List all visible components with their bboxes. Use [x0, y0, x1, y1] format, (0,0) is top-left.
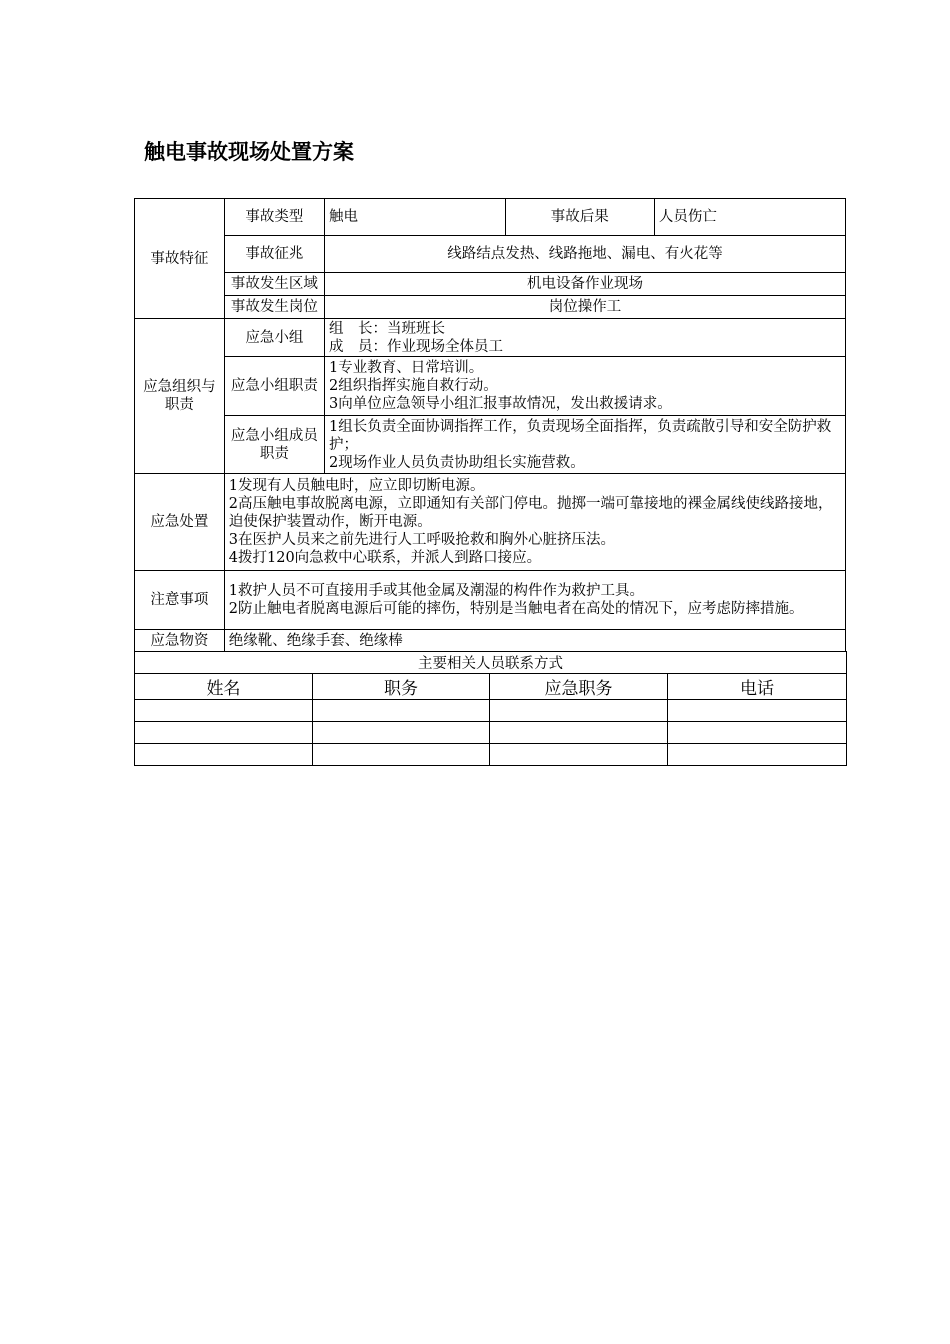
organization-label: 应急组织与职责: [135, 319, 225, 474]
table-row: [135, 700, 847, 722]
features-label: 事故特征: [135, 199, 225, 319]
empty-cell: [313, 700, 490, 722]
response-line: 3在医护人员来之前先进行人工呼吸抢救和胸外心脏挤压法。: [228, 532, 616, 548]
notes-line: 1救护人员不可直接用手或其他金属及潮湿的构件作为救护工具。: [228, 583, 645, 599]
group-members: 成 员：作业现场全体员工: [329, 338, 503, 355]
sign-value: 线路结点发热、线路拖地、漏电、有火花等: [325, 236, 846, 273]
response-value: [224, 474, 845, 571]
area-value: 机电设备作业现场: [325, 273, 846, 296]
duty-label: 应急小组职责: [224, 357, 324, 416]
empty-cell: [490, 744, 668, 766]
group-value: [325, 319, 846, 357]
consequence-label: 事故后果: [505, 199, 654, 236]
sign-label: 事故征兆: [224, 236, 324, 273]
empty-cell: [668, 722, 847, 744]
materials-label: 应急物资: [135, 630, 225, 652]
type-value: 触电: [325, 199, 506, 236]
disposal-plan-table: [134, 198, 846, 652]
area-label: 事故发生区域: [224, 273, 324, 296]
notes-label: 注意事项: [135, 571, 225, 630]
group-label: 应急小组: [224, 319, 324, 357]
empty-cell: [490, 700, 668, 722]
contacts-title: 主要相关人员联系方式: [135, 652, 847, 674]
type-label: 事故类型: [224, 199, 324, 236]
duty-line: 3向单位应急领导小组汇报事故情况，发出救援请求。: [329, 396, 672, 412]
response-label: 应急处置: [135, 474, 225, 571]
empty-cell: [135, 744, 313, 766]
table-row: [135, 722, 847, 744]
header-phone: 电话: [668, 674, 847, 700]
header-position: 职务: [313, 674, 490, 700]
member-duty-line: 1组长负责全面协调指挥工作，负责现场全面指挥，负责疏散引导和安全防护救护；: [329, 418, 832, 453]
materials-value: 绝缘靴、绝缘手套、绝缘棒: [224, 630, 845, 652]
header-name: 姓名: [135, 674, 313, 700]
duty-line: 2组织指挥实施自救行动。: [329, 378, 498, 394]
header-emergency-role: 应急职务: [490, 674, 668, 700]
consequence-value: 人员伤亡: [654, 199, 845, 236]
response-line: 1发现有人员触电时，应立即切断电源。: [228, 478, 485, 494]
table-row: [135, 744, 847, 766]
document-title: 触电事故现场处置方案: [144, 140, 354, 164]
notes-value: [224, 571, 845, 630]
post-label: 事故发生岗位: [224, 296, 324, 319]
empty-cell: [135, 700, 313, 722]
response-line: 4拨打120向急救中心联系，并派人到路口接应。: [228, 550, 542, 566]
notes-line: 2防止触电者脱离电源后可能的摔伤，特别是当触电者在高处的情况下，应考虑防摔措施。: [228, 601, 804, 617]
empty-cell: [135, 722, 313, 744]
group-leader: 组 长：当班班长: [329, 320, 445, 337]
contacts-table: [134, 651, 847, 766]
response-line: 2高压触电事故脱离电源，立即通知有关部门停电。抛掷一端可靠接地的裸金属线使线路接地，迫使保护装置动作，断开电源。: [228, 496, 833, 530]
empty-cell: [313, 722, 490, 744]
post-value: 岗位操作工: [325, 296, 846, 319]
member-duty-line: 2现场作业人员负责协助组长实施营救。: [329, 454, 585, 471]
duty-value: [325, 357, 846, 416]
member-duty-label: 应急小组成员职责: [224, 416, 324, 474]
empty-cell: [668, 744, 847, 766]
empty-cell: [313, 744, 490, 766]
duty-line: 1专业教育、日常培训。: [329, 360, 484, 376]
member-duty-value: [325, 416, 846, 474]
empty-cell: [490, 722, 668, 744]
empty-cell: [668, 700, 847, 722]
